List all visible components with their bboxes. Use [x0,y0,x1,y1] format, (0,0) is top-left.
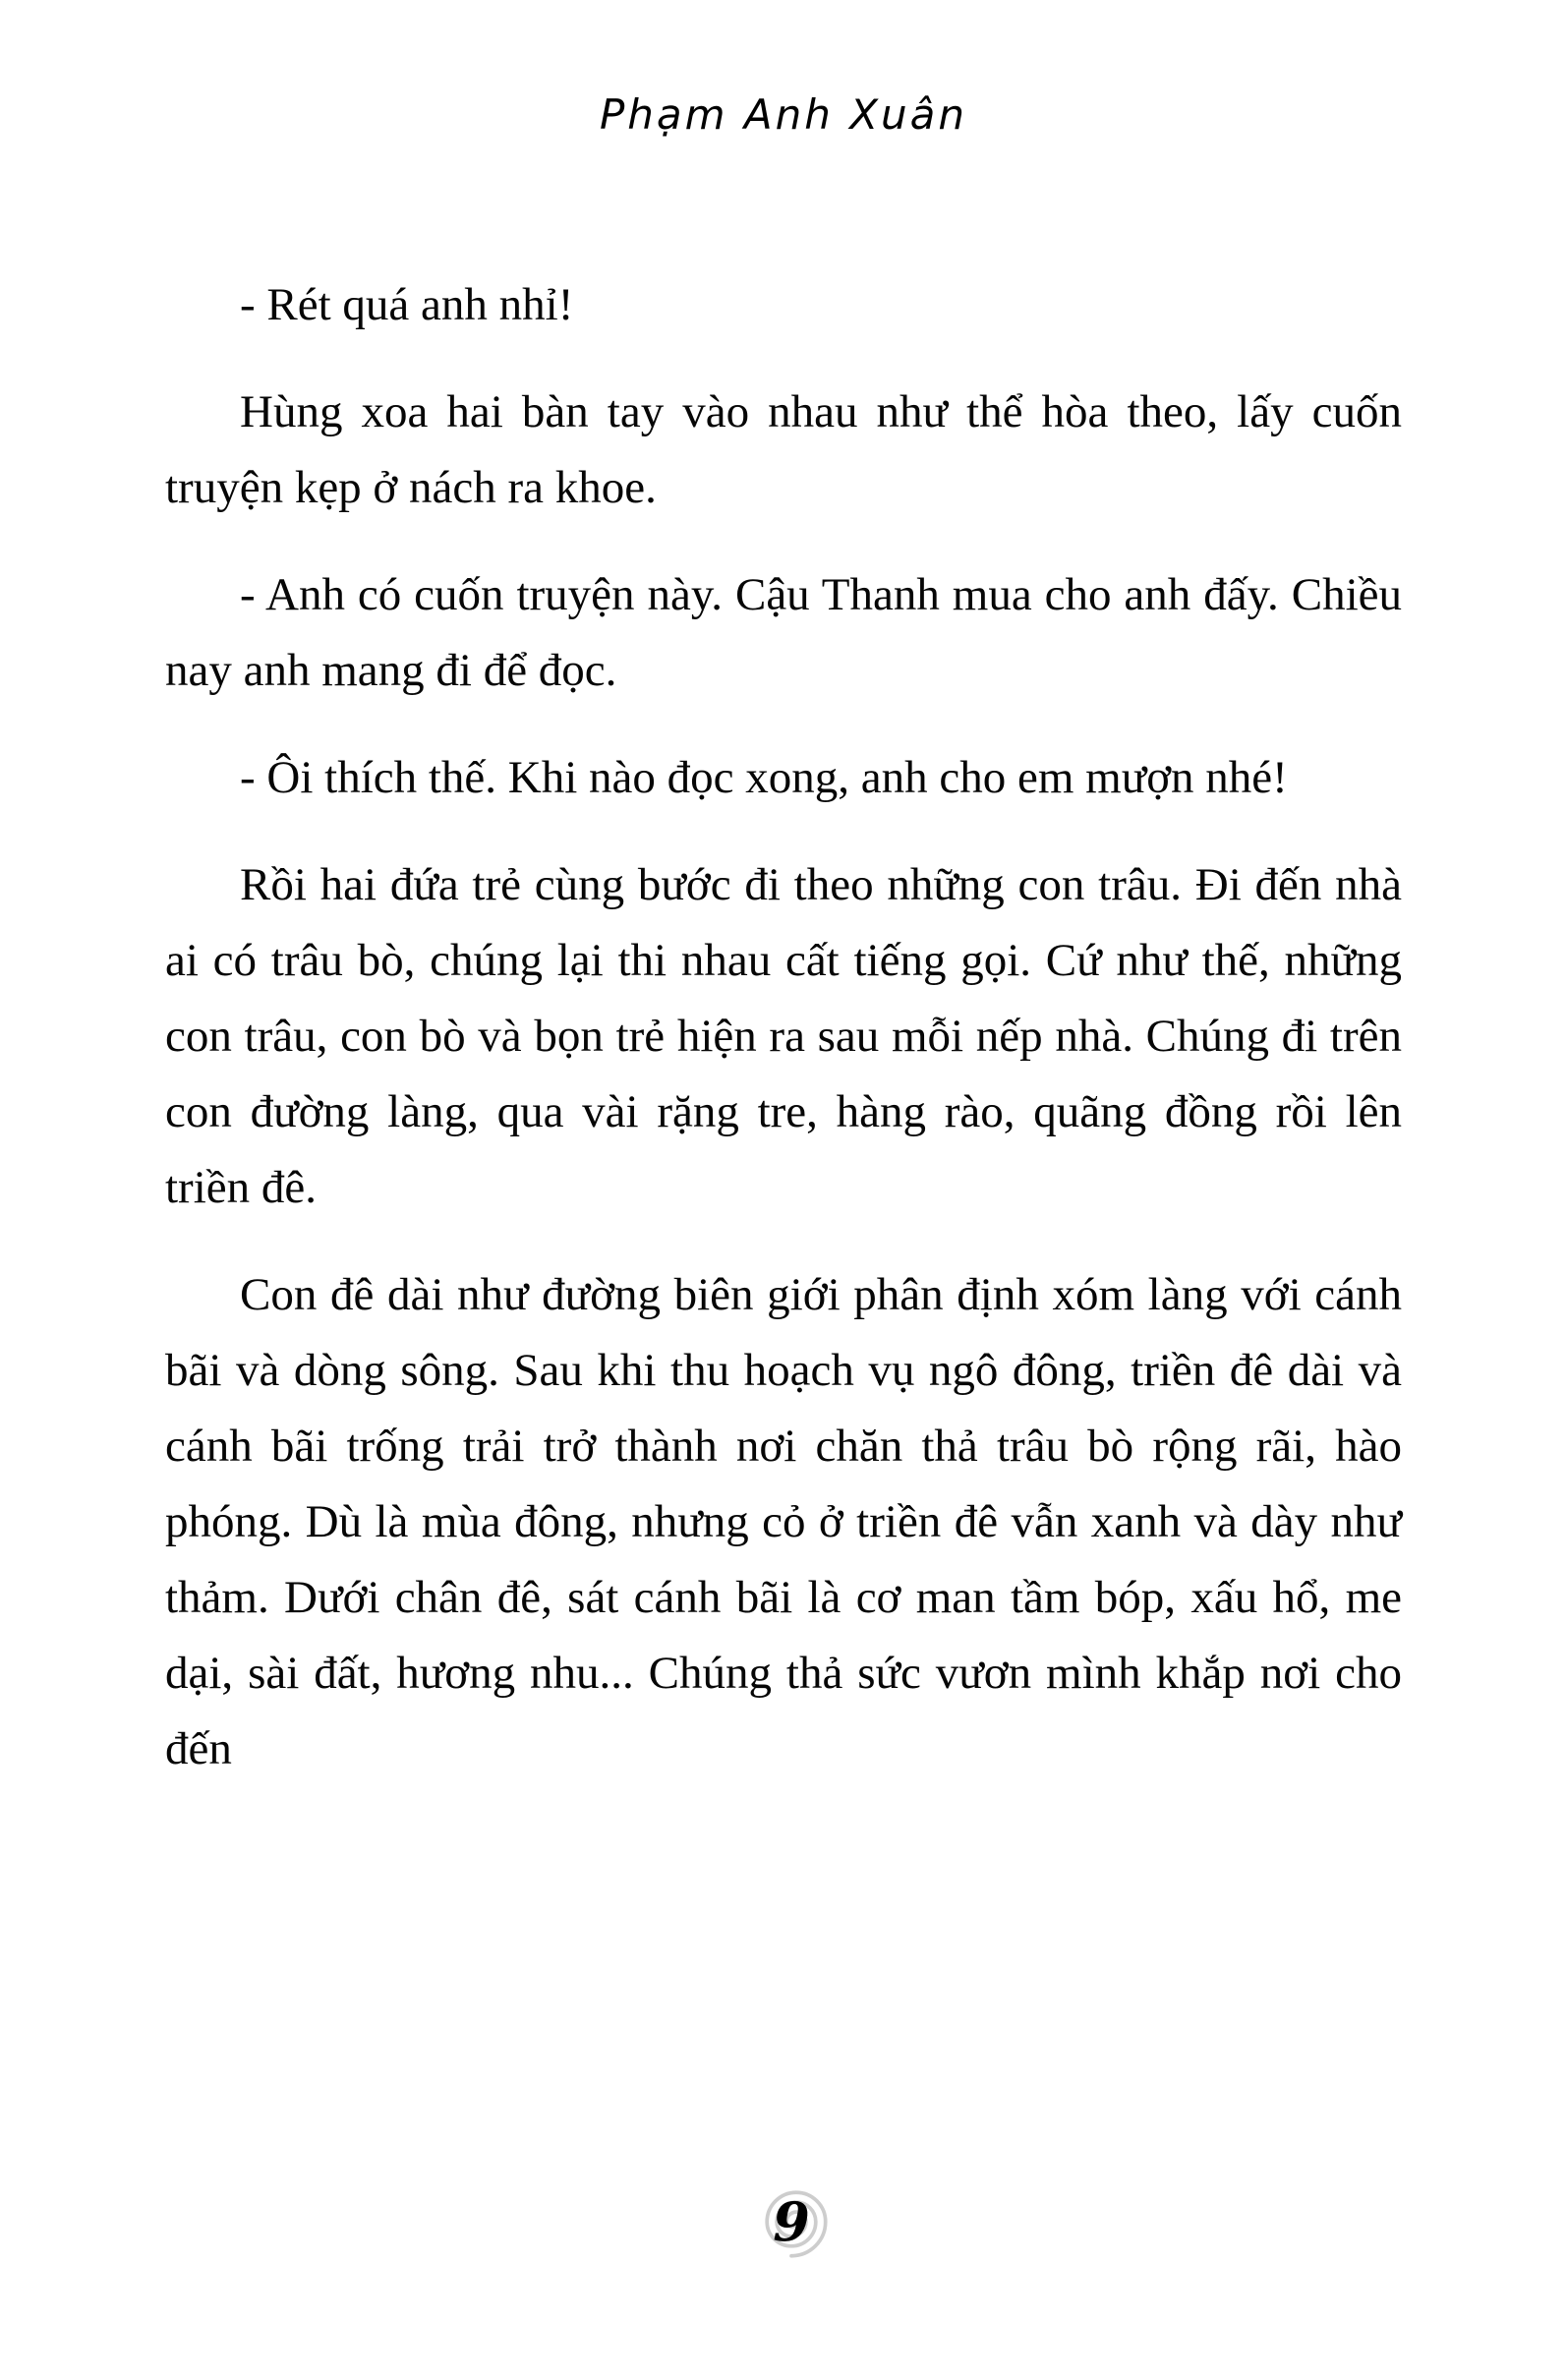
author-header: Phạm Anh Xuân [599,90,967,139]
page-footer [730,2161,852,2283]
paragraph: - Anh có cuốn truyện này. Cậu Thanh mua cho anh đấy. Chiều nay anh mang đi để đọc. [165,569,1402,696]
paragraph: Hùng xoa hai bàn tay vào nhau như thể hòa theo, lấy cuốn truyện kẹp ở nách ra khoe. [165,386,1402,513]
paragraph: - Ôi thích thế. Khi nào đọc xong, anh cho em mượn nhé! [240,752,1288,803]
paragraph: - Rét quá anh nhỉ! [240,279,574,330]
page-number: 9 [773,2190,810,2253]
paragraph: Rồi hai đứa trẻ cùng bước đi theo những con trâu. Đi đến nhà ai có trâu bò, chúng lại thi nhau cất tiếng gọi. Cứ như thế, những con trâu, con bò và bọn trẻ hiện ra sau mỗi nếp nhà. Chúng đi trên con đường làng, qua vài rặng tre, hàng rào, quãng đồng rồi lên triền đê. [165,859,1402,1213]
page-body [165,267,1402,1819]
paragraph: Con đê dài như đường biên giới phân định xóm làng với cánh bãi và dòng sông. Sau khi thu hoạch vụ ngô đông, triền đê dài và cánh bãi trống trải trở thành nơi chăn thả trâu bò rộng rãi, hào phóng. Dù là mùa đông, nhưng cỏ ở triền đê vẫn xanh và dày như thảm. Dưới chân đê, sát cánh bãi là cơ man tầm bóp, xấu hổ, me dại, sài đất, hương nhu... Chúng thả sức vươn mình khắp nơi cho đến [165,1269,1402,1774]
